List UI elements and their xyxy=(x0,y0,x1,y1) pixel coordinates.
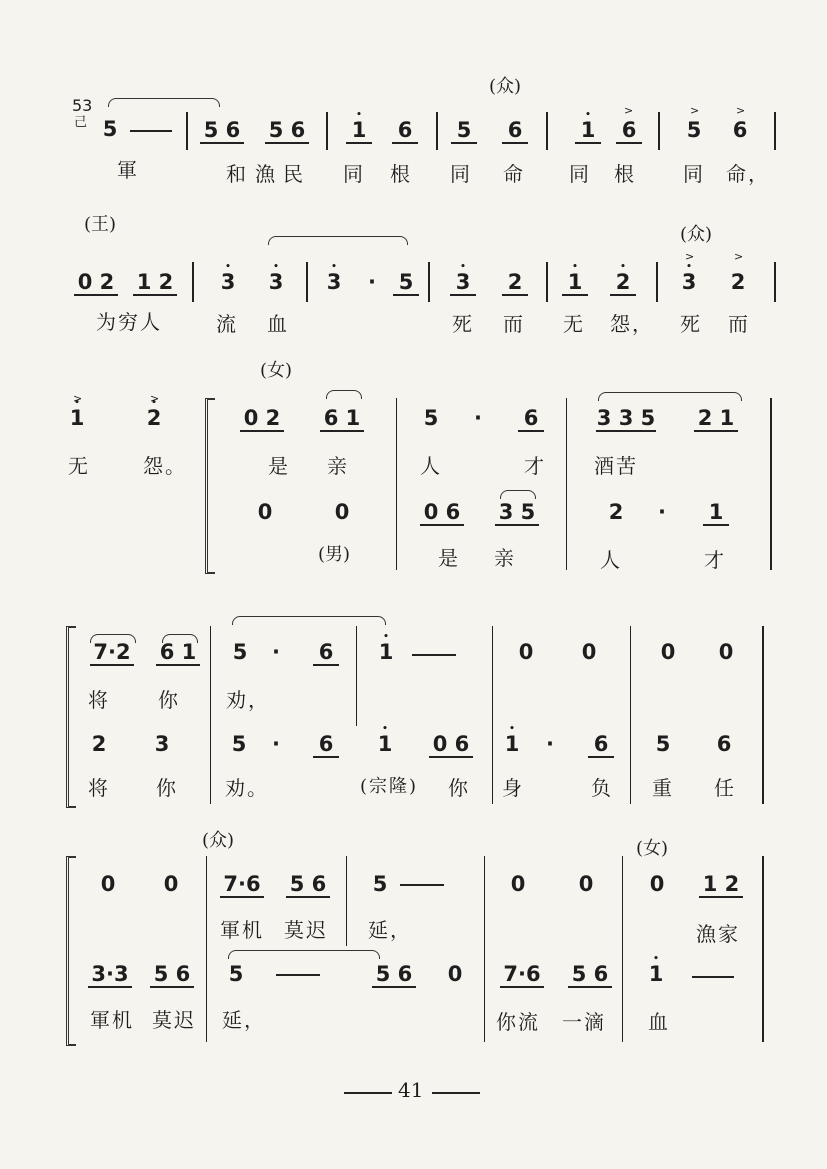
note: • 3 xyxy=(215,272,241,293)
lyric: 你 xyxy=(158,688,180,712)
augmentation-dot: · xyxy=(368,270,376,294)
note-group: 3 3 5 xyxy=(596,406,656,430)
barline xyxy=(306,262,308,302)
barline xyxy=(396,398,397,570)
accent-mark: > xyxy=(624,104,634,117)
note: • 3 xyxy=(263,272,289,293)
lyric: 亲 xyxy=(327,454,349,478)
lyric: 而 xyxy=(503,312,525,336)
barline xyxy=(326,112,328,150)
lyric: 同 xyxy=(683,162,705,186)
barline xyxy=(356,626,357,726)
lyric: 延， xyxy=(222,1008,266,1032)
note: 0 xyxy=(581,640,597,664)
note: 5 xyxy=(228,962,244,986)
note: 2 xyxy=(730,270,746,294)
barline xyxy=(186,112,188,150)
lyric: 血 xyxy=(267,312,289,336)
augmentation-dot: · xyxy=(272,732,280,756)
lyric: 将 xyxy=(88,776,110,800)
note: • 1 xyxy=(346,120,372,144)
lyric: 延， xyxy=(368,918,412,942)
measure-mark: 己 xyxy=(74,115,88,130)
lyric: 你 xyxy=(448,776,470,800)
note: 0 xyxy=(100,872,116,896)
barline xyxy=(630,626,631,804)
lyric: 酒苦 xyxy=(594,454,638,478)
role-label-female: (女) xyxy=(636,838,669,859)
lyric: 为穷人 xyxy=(96,310,162,334)
note: 6 xyxy=(313,734,339,758)
note: 6 xyxy=(518,408,544,432)
role-label-male: (男) xyxy=(318,544,351,565)
lyric: 軍 xyxy=(117,158,139,182)
accent-mark: > xyxy=(685,250,695,263)
note: 0 xyxy=(257,500,273,524)
tie-slur xyxy=(500,490,536,499)
note: • 1 xyxy=(373,642,399,663)
note-group: 1 2 xyxy=(699,874,743,898)
note-group: 5 6 xyxy=(265,120,309,144)
footer-rule xyxy=(344,1092,392,1094)
note-group: 3 5 xyxy=(495,502,539,526)
lyric: 軍机 xyxy=(90,1008,134,1032)
note-group: 6 1 xyxy=(156,642,200,666)
note-group: 5 6 xyxy=(150,964,194,988)
barline xyxy=(774,112,776,150)
lyric: 你流 xyxy=(496,1010,540,1034)
lyric: 而 xyxy=(728,312,750,336)
note-group: 0 2 xyxy=(240,408,284,432)
barline xyxy=(206,856,207,1042)
lyric: 根 xyxy=(390,162,412,186)
measure-number: 53 xyxy=(72,96,93,115)
augmentation-dot: · xyxy=(546,732,554,756)
note: 0 xyxy=(660,640,676,664)
note: 5 xyxy=(423,406,439,430)
accent-mark: > xyxy=(150,392,160,405)
tie-slur xyxy=(326,390,362,399)
note: 6 xyxy=(313,642,339,666)
note-group: 0 6 xyxy=(429,734,473,758)
note: • 1 xyxy=(372,734,398,755)
lyric: 你 xyxy=(156,776,178,800)
barline xyxy=(546,262,548,302)
hold-dash xyxy=(692,976,734,978)
note-group: 6 1 xyxy=(320,408,364,432)
lyric: 一滴 xyxy=(562,1010,606,1034)
lyric: 和 xyxy=(226,162,248,186)
note: • 1 xyxy=(562,272,588,296)
note-group: 5 6 xyxy=(286,874,330,898)
augmentation-dot: · xyxy=(272,640,280,664)
system-brace xyxy=(205,398,215,574)
note: • 1 xyxy=(64,408,90,429)
note: • 2 xyxy=(610,272,636,296)
lyric: 人 xyxy=(600,548,622,572)
note: • 1 xyxy=(499,734,525,755)
lyric: 軍机 xyxy=(220,918,264,942)
tie-slur xyxy=(228,950,380,959)
system-brace xyxy=(66,856,76,1046)
note: 2 xyxy=(608,500,624,524)
note: 6 xyxy=(588,734,614,758)
note: 0 xyxy=(518,640,534,664)
lyric: 血 xyxy=(648,1010,670,1034)
lyric: 无 xyxy=(68,454,90,478)
note-group: 7·2 xyxy=(90,642,134,666)
lyric: 同 xyxy=(569,162,591,186)
lyric: 重 xyxy=(652,776,674,800)
barline xyxy=(774,262,776,302)
lyric: 将 xyxy=(88,688,110,712)
note: • 2 xyxy=(141,408,167,429)
note-group: 5 6 xyxy=(372,964,416,988)
phrase-slur xyxy=(232,616,386,625)
note: 5 xyxy=(231,732,247,756)
augmentation-dot: · xyxy=(658,500,666,524)
note-group: 0 2 xyxy=(74,272,118,296)
lyric: 漁 xyxy=(255,162,277,186)
page-number: 41 xyxy=(398,1078,424,1102)
lyric: 劝， xyxy=(226,688,270,712)
lyric: 劝。 xyxy=(225,776,269,800)
note: 5 xyxy=(102,117,118,141)
hold-dash xyxy=(130,130,172,132)
footer-rule xyxy=(432,1092,480,1094)
lyric: 怨， xyxy=(610,312,654,336)
note-group: 3·3 xyxy=(88,964,132,988)
note: 0 xyxy=(447,962,463,986)
barline xyxy=(762,856,764,1042)
note: 5 xyxy=(372,872,388,896)
barline xyxy=(566,398,567,570)
note: 5 xyxy=(686,118,702,142)
note: 0 xyxy=(718,640,734,664)
lyric: 同 xyxy=(450,162,472,186)
note: • 1 xyxy=(643,964,669,985)
barline xyxy=(622,856,623,1042)
note: 5 xyxy=(451,120,477,144)
tie-slur xyxy=(268,236,408,245)
lyric: 命 xyxy=(503,162,525,186)
note: 2 xyxy=(91,732,107,756)
hold-dash xyxy=(412,654,456,656)
note-group: 1 2 xyxy=(133,272,177,296)
barline xyxy=(436,112,438,150)
lyric: 身 xyxy=(502,776,524,800)
singer-label: (宗隆) xyxy=(360,776,419,797)
note: • 3 xyxy=(450,272,476,296)
lyric: 死 xyxy=(452,312,474,336)
accent-mark: > xyxy=(734,250,744,263)
lyric: 亲 xyxy=(494,546,516,570)
lyric: 无 xyxy=(563,312,585,336)
augmentation-dot: · xyxy=(474,406,482,430)
lyric: 人 xyxy=(420,454,442,478)
note-group: 5 6 xyxy=(568,964,612,988)
barline xyxy=(484,856,485,1042)
note: 2 xyxy=(502,272,528,296)
note: 6 xyxy=(502,120,528,144)
note: 6 xyxy=(392,120,418,144)
note: 0 xyxy=(649,872,665,896)
note: • 3 xyxy=(676,272,702,293)
hold-dash xyxy=(276,974,320,976)
lyric: 是 xyxy=(438,546,460,570)
lyric: 才 xyxy=(704,548,726,572)
phrase-slur xyxy=(108,98,220,107)
barline xyxy=(762,626,764,804)
note: 6 xyxy=(616,120,642,144)
lyric: 莫迟 xyxy=(284,918,328,942)
role-label-chorus: (众) xyxy=(680,224,713,245)
lyric: 同 xyxy=(343,162,365,186)
note: 5 xyxy=(232,640,248,664)
barline xyxy=(656,262,658,302)
lyric: 死 xyxy=(680,312,702,336)
barline xyxy=(210,626,211,804)
note: 5 xyxy=(393,272,419,296)
barline xyxy=(346,856,347,946)
lyric: 莫迟 xyxy=(152,1008,196,1032)
note-group: 0 6 xyxy=(420,502,464,526)
barline xyxy=(770,398,772,570)
note: 0 xyxy=(334,500,350,524)
barline xyxy=(492,626,493,804)
barline xyxy=(546,112,548,150)
accent-mark: > xyxy=(736,104,746,117)
note: 5 xyxy=(655,732,671,756)
accent-mark: > xyxy=(690,104,700,117)
role-label-chorus: (众) xyxy=(202,830,235,851)
role-label-wang: (王) xyxy=(84,214,117,235)
barline xyxy=(192,262,194,302)
note-group: 2 1 xyxy=(694,408,738,432)
lyric: 漁家 xyxy=(696,922,740,946)
barline xyxy=(428,262,430,302)
note: 0 xyxy=(163,872,179,896)
role-label-female: (女) xyxy=(260,360,293,381)
role-label-chorus: (众) xyxy=(489,76,522,97)
lyric: 任 xyxy=(714,776,736,800)
note: 6 xyxy=(732,118,748,142)
lyric: 才 xyxy=(524,454,546,478)
note-group: 7·6 xyxy=(500,964,544,988)
note: • 1 xyxy=(575,120,601,144)
note: • 3 xyxy=(321,272,347,293)
lyric: 是 xyxy=(268,454,290,478)
note: 1 xyxy=(703,502,729,526)
note: 6 xyxy=(716,732,732,756)
hold-dash xyxy=(400,884,444,886)
system-brace xyxy=(66,626,76,808)
lyric: 根 xyxy=(614,162,636,186)
note: 0 xyxy=(510,872,526,896)
lyric: 怨。 xyxy=(143,454,187,478)
barline xyxy=(658,112,660,150)
note-group: 7·6 xyxy=(220,874,264,898)
note-group: 5 6 xyxy=(200,120,244,144)
lyric: 民 xyxy=(283,162,305,186)
lyric: 流 xyxy=(216,312,238,336)
lyric: 负 xyxy=(591,776,613,800)
phrase-slur xyxy=(598,392,742,401)
accent-mark: > xyxy=(73,392,83,405)
note: 0 xyxy=(578,872,594,896)
note: 3 xyxy=(154,732,170,756)
lyric: 命， xyxy=(726,162,770,186)
